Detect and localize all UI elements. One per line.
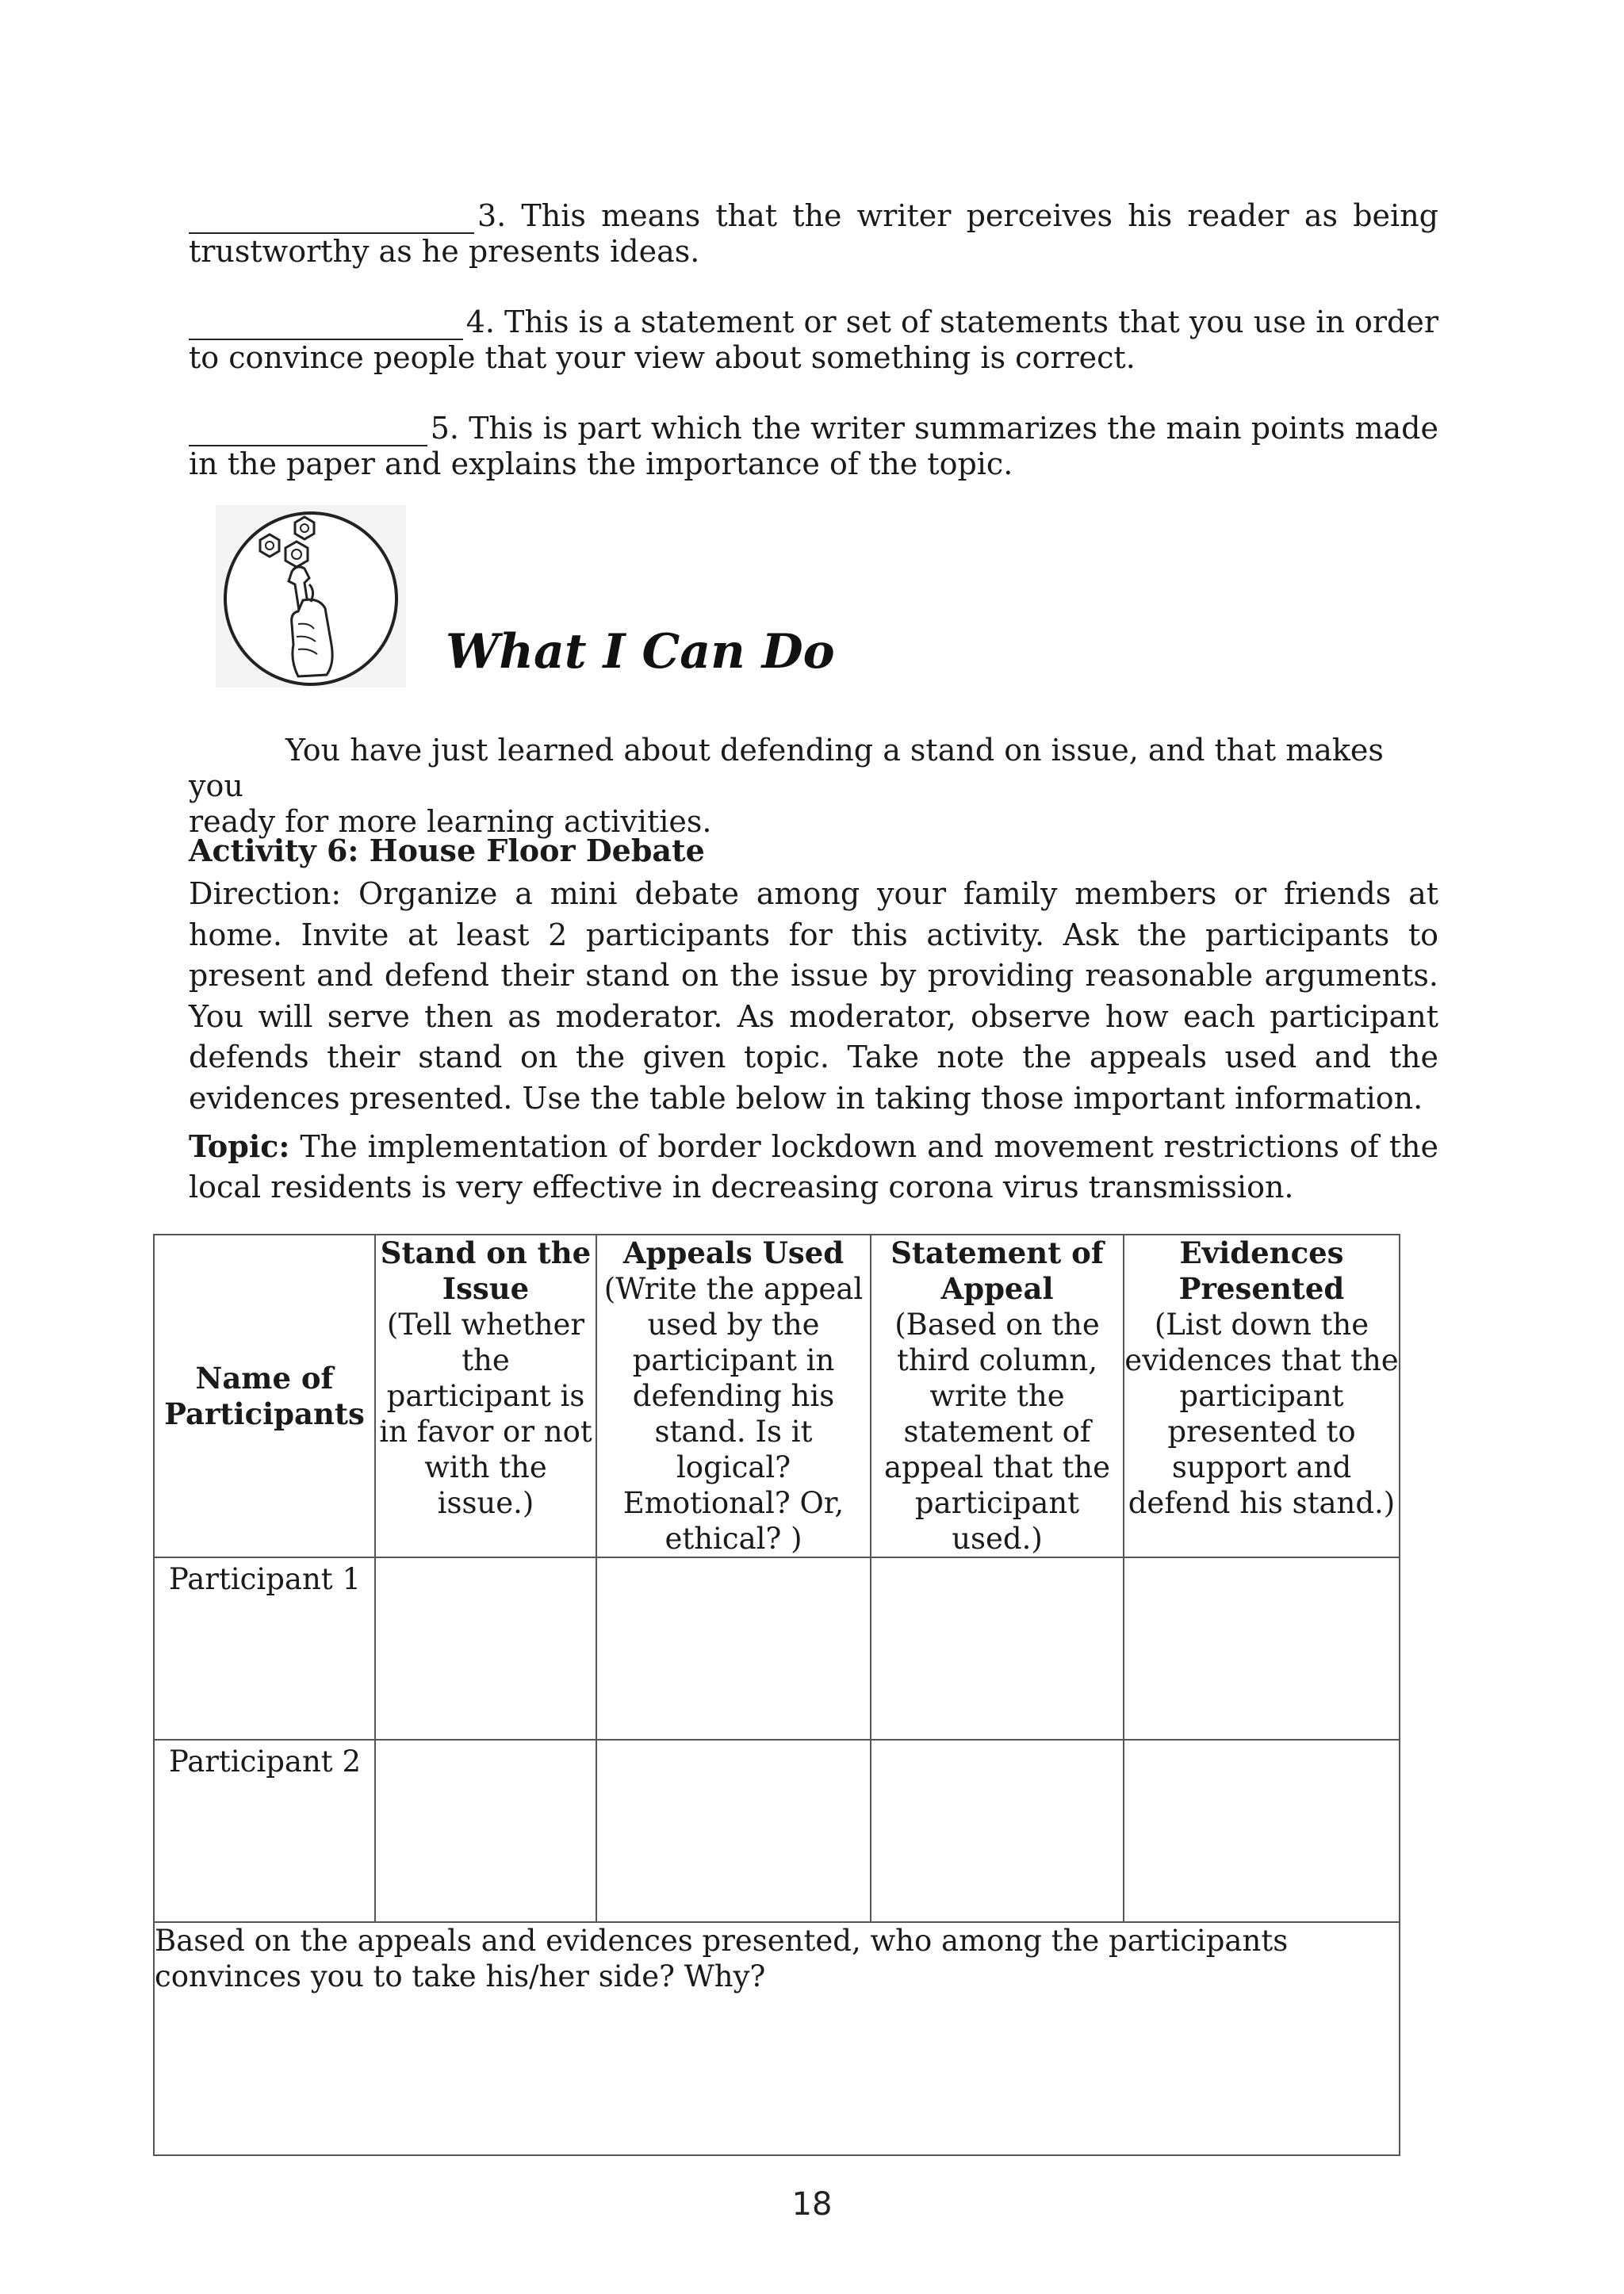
- header-stand-on-issue: Stand on the Issue (Tell whether the participant is in favor or not with the issue.): [375, 1235, 596, 1557]
- stand-cell[interactable]: [375, 1557, 596, 1740]
- header-appeals-used: Appeals Used (Write the appeal used by the participant in defending his stand. Is it logical? Emotional? Or, ethical? ): [596, 1235, 871, 1557]
- table-row: [154, 1557, 1400, 1740]
- item-text: 3. This means that the writer perceives his reader as being: [477, 198, 1438, 233]
- item-text: 4. This is a statement or set of statements that you use in order: [465, 304, 1438, 339]
- statement-cell[interactable]: [871, 1557, 1124, 1740]
- debate-table: [153, 1234, 1400, 2156]
- answer-blank[interactable]: [189, 202, 474, 234]
- reflection-question: Based on the appeals and evidences presented, who among the participants convinces you to take his/her side? Why?: [155, 1924, 1289, 1993]
- participant-name-cell: Participant 2: [154, 1740, 375, 1922]
- topic-label: Topic:: [189, 1128, 290, 1164]
- section-title: What I Can Do: [446, 624, 835, 680]
- header-evidences-presented: Evidences Presented (List down the evidences that the participant presented to support and defend his stand.): [1124, 1235, 1400, 1557]
- blank-item-4: [189, 304, 1438, 376]
- evidences-cell[interactable]: [1124, 1740, 1400, 1922]
- header-name-of-participants: Name of Participants: [154, 1235, 375, 1557]
- header-statement-of-appeal: Statement of Appeal (Based on the third column, write the statement of appeal that the participant used.): [871, 1235, 1124, 1557]
- page-number: 18: [791, 2186, 833, 2223]
- reflection-question-cell[interactable]: [154, 1922, 1400, 2155]
- activity-direction: Direction: Organize a mini debate among your family members or friends at home. Invite at least 2 participants for this activity. Ask the participants to present and defend their stand on the issue by providing reasonable arguments. You will serve then as moderator. As moderator, observe how each participant defends their stand on the given topic. Take note the appeals used and the evidences presented. Use the table below in taking those important information.: [189, 876, 1438, 1116]
- intro-line: ready for more learning activities.: [189, 804, 712, 839]
- item-text: 5. This is part which the writer summarizes the main points made: [430, 411, 1438, 446]
- activity-topic: [189, 1126, 1438, 1208]
- item-text-continued: trustworthy as he presents ideas.: [189, 234, 700, 269]
- answer-blank[interactable]: [189, 308, 463, 340]
- question-row: [154, 1922, 1400, 2155]
- table-row: [154, 1740, 1400, 1922]
- appeals-cell[interactable]: [596, 1740, 871, 1922]
- blank-item-5: [189, 411, 1438, 482]
- appeals-cell[interactable]: [596, 1557, 871, 1740]
- participant-name-cell: Participant 1: [154, 1557, 375, 1740]
- statement-cell[interactable]: [871, 1740, 1124, 1922]
- answer-blank[interactable]: [189, 415, 427, 446]
- table-header-row: [154, 1235, 1400, 1557]
- item-text-continued: to convince people that your view about something is correct.: [189, 340, 1136, 375]
- intro-line: You have just learned about defending a stand on issue, and that makes you: [189, 733, 1384, 803]
- topic-text: The implementation of border lockdown and movement restrictions of the local residents is very effective in decreasing corona virus transmission.: [189, 1129, 1438, 1204]
- hand-holding-wrench-icon: [216, 505, 406, 687]
- evidences-cell[interactable]: [1124, 1557, 1400, 1740]
- item-text-continued: in the paper and explains the importance of the topic.: [189, 446, 1013, 481]
- activity-title: Activity 6: House Floor Debate: [189, 833, 705, 868]
- intro-paragraph: [189, 733, 1438, 840]
- blank-item-3: [189, 198, 1438, 270]
- stand-cell[interactable]: [375, 1740, 596, 1922]
